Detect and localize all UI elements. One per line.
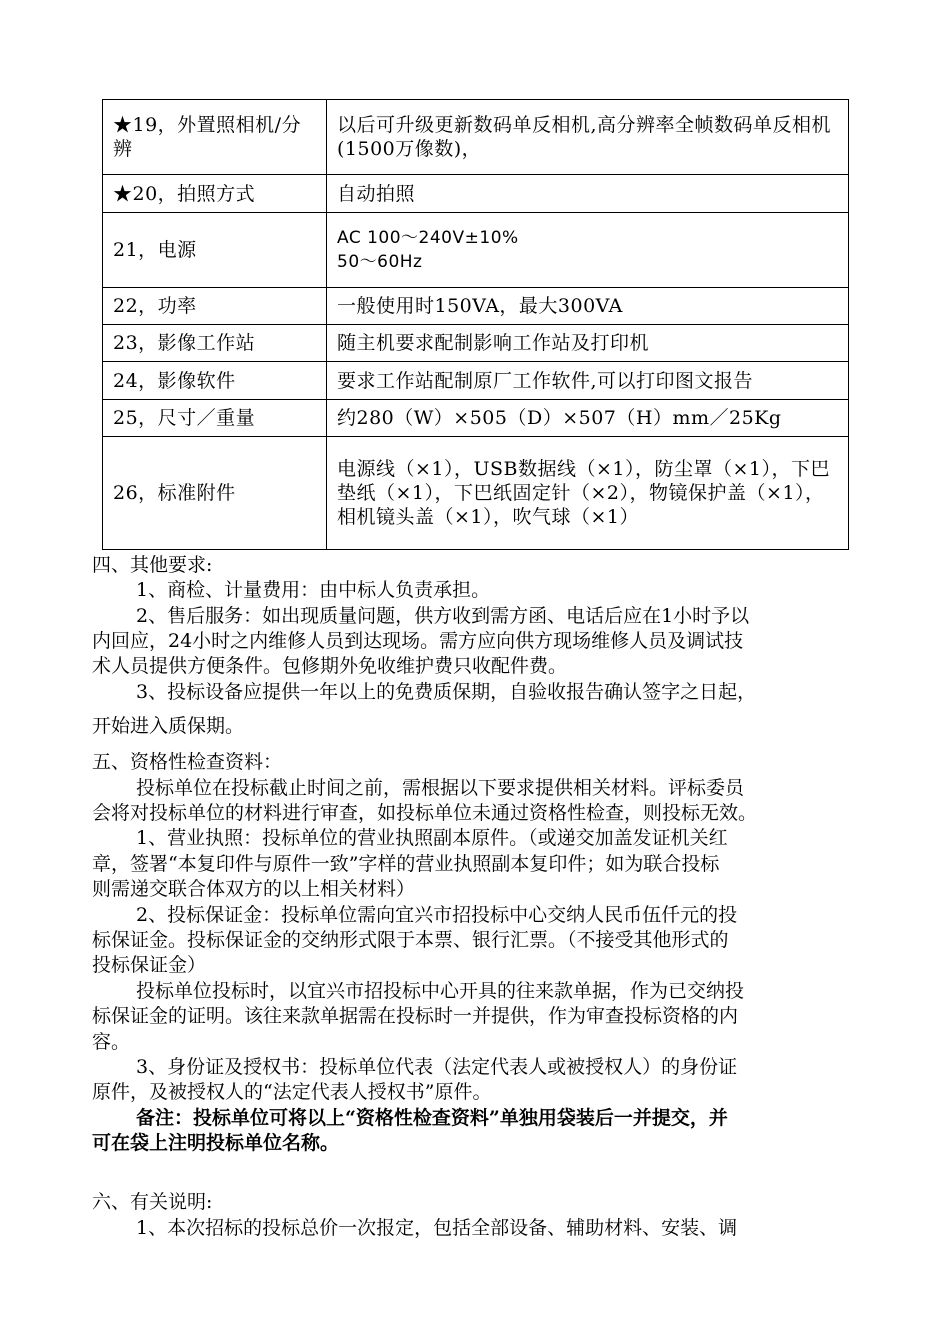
text-span: 。（不接受其他形式的 (548, 929, 729, 951)
note-line: 可在袋上注明投标单位名称。 (92, 1132, 340, 1154)
spec-key: 26，标准附件 (103, 437, 327, 550)
section-4-heading: 四、其他要求: (92, 554, 213, 576)
spec-value: AC 100～240V±10% 50～60Hz (327, 213, 849, 288)
spec-value: 以后可升级更新数码单反相机,高分辨率全帧数码单反相机(1500万像数)， (327, 100, 849, 175)
paragraph-line: 1、商检、计量费用：由中标人负责承担。 (136, 579, 491, 601)
paragraph-line: 术人员提供方便条件。包修期外免收维护费只收配件费。 (92, 655, 568, 677)
paragraph-line: 章，签署“本复印件与原件一致”字样的营业执照副本复印件；如为联合投标 (92, 853, 720, 875)
table-row (103, 437, 849, 550)
paragraph-line: 开始进入质保期。 (92, 715, 245, 737)
section-5-heading: 五、资格性检查资料： (92, 751, 283, 773)
paragraph-line: 1、本次招标的投标总价一次报定，包括全部设备、辅助材料、安装、调 (136, 1217, 738, 1239)
paragraph-line: 内回应，24小时之内维修人员到达现场。需方应向供方现场维修人员及调试技 (92, 630, 744, 652)
table-row (103, 213, 849, 288)
spec-key: 24，影像软件 (103, 362, 327, 400)
spec-key: 23，影像工作站 (103, 325, 327, 362)
text-span: 3、身份证及授权书：投标单位代表（法定代表人或被授权人）的 (136, 1056, 681, 1078)
text-span: 1、营业执照：投标单位的 (136, 827, 358, 849)
note-line: 备注：投标单位可将以上“资格性检查资料”单独用袋装后一并提交，并 (136, 1107, 728, 1129)
text-span: ”原件。 (424, 1081, 492, 1103)
paragraph-line (92, 1080, 491, 1104)
paragraph-line: 会将对投标单位的材料进行审查，如投标单位未通过资格性检查，则投标无效。 (92, 802, 758, 824)
table-row (103, 175, 849, 213)
paragraph-line (92, 928, 729, 952)
text-span: ，及被授权人的“法定代表人 (130, 1081, 368, 1103)
paragraph-line (136, 826, 728, 850)
spec-key: ★20，拍照方式 (103, 175, 327, 213)
highlight-text: 本票、银行汇票 (415, 929, 549, 951)
text-span: 。（或递交加盖发证机关红 (509, 827, 728, 849)
highlight-text: 营业执照副本原件 (357, 827, 510, 849)
section-6-heading: 六、有关说明: (92, 1191, 213, 1213)
spec-value: 随主机要求配制影响工作站及打印机 (327, 325, 849, 362)
paragraph-line: 投标单位投标时，以宜兴市招投标中心开具的往来款单据，作为已交纳投 (136, 980, 745, 1002)
spec-table (102, 99, 849, 550)
paragraph-line (136, 1055, 737, 1079)
paragraph-line: 容。 (92, 1031, 131, 1053)
text-span: 标保证金。投标保证金的交纳形式限于 (92, 929, 416, 951)
table-row (103, 288, 849, 325)
paragraph-line: 2、投标保证金：投标单位需向宜兴市招投标中心交纳人民币伍仟元的投 (136, 904, 738, 926)
spec-value: 电源线（×1），USB数据线（×1），防尘罩（×1），下巴垫纸（×1），下巴纸固定针（×2），物镜保护盖（×1），相机镜头盖（×1），吹气球（×1） (327, 437, 849, 550)
spec-key: 21，电源 (103, 213, 327, 288)
spec-value: 要求工作站配制原厂工作软件,可以打印图文报告 (327, 362, 849, 400)
spec-key: ★19，外置照相机/分辨 (103, 100, 327, 175)
table-row (103, 362, 849, 400)
spec-value: 一般使用时150VA，最大300VA (327, 288, 849, 325)
table-row (103, 100, 849, 175)
paragraph-line: 2、售后服务：如出现质量问题，供方收到需方函、电话后应在1小时予以 (136, 605, 750, 627)
paragraph-line: 投标单位在投标截止时间之前，需根据以下要求提供相关材料。评标委员 (136, 777, 745, 799)
spec-key: 25，尺寸／重量 (103, 400, 327, 437)
spec-key: 22，功率 (103, 288, 327, 325)
paragraph-line: 3、投标设备应提供一年以上的免费质保期，自验收报告确认签字之日起， (136, 681, 757, 703)
table-row (103, 400, 849, 437)
paragraph-line: 标保证金的证明。该往来款单据需在投标时一并提供，作为审查投标资格的内 (92, 1005, 739, 1027)
table-row (103, 325, 849, 362)
highlight-text: 授权书 (367, 1081, 425, 1103)
spec-value: 约280（W）×505（D）×507（H）mm／25Kg (327, 400, 849, 437)
paragraph-line: 则需递交联合体双方的以上相关材料） (92, 878, 416, 900)
spec-value: 自动拍照 (327, 175, 849, 213)
paragraph-line: 投标保证金） (92, 954, 207, 976)
highlight-text: 身份证 (680, 1056, 738, 1078)
highlight-text: 原件 (92, 1081, 131, 1103)
